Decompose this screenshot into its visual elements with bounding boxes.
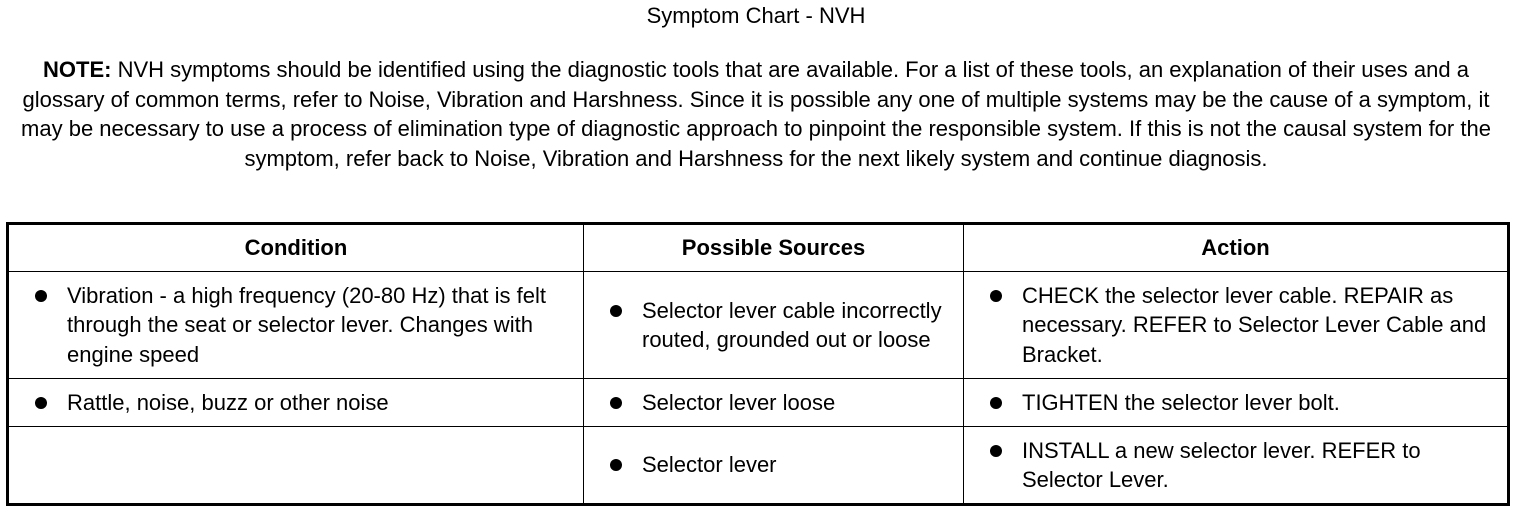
bullet-icon: [990, 290, 1002, 302]
condition-cell: [8, 379, 584, 427]
page-title: Symptom Chart - NVH: [646, 3, 866, 28]
condition-text: Rattle, noise, buzz or other noise: [67, 389, 389, 415]
action-text: INSTALL a new selector lever. REFER to Selector Lever.: [1022, 437, 1421, 492]
table-row: [8, 272, 1509, 379]
table-row: [8, 427, 1509, 505]
header-action: Action: [964, 224, 1509, 272]
condition-text: Vibration - a high frequency (20-80 Hz) that is felt through the seat or selector lever. Changes with engine speed: [67, 282, 546, 367]
condition-cell-empty: [8, 427, 584, 505]
action-cell: [964, 379, 1509, 427]
note-text: NVH symptoms should be identified using the diagnostic tools that are available. For a list of these tools, an explanation of their uses and a glossary of common terms, refer to Noise, Vibration and Harshness. Since it is possible any one of multiple systems may be the cause of a symptom, it may be necessary to use a process of elimination type of diagnostic approach to pinpoint the responsible system. If this is not the causal system for the symptom, refer back to Noise, Vibration and Harshness for the next likely system and continue diagnosis.: [21, 57, 1491, 171]
action-text: CHECK the selector lever cable. REPAIR as necessary. REFER to Selector Lever Cable and Bracket.: [1022, 282, 1487, 367]
source-text: Selector lever loose: [642, 389, 836, 415]
symptom-table: [6, 222, 1510, 506]
note-label: NOTE:: [43, 57, 112, 82]
bullet-icon: [990, 445, 1002, 457]
bullet-icon: [610, 397, 622, 409]
table-row: [8, 379, 1509, 427]
bullet-icon: [610, 459, 622, 471]
action-cell: [964, 272, 1509, 379]
action-text: TIGHTEN the selector lever bolt.: [1022, 389, 1340, 415]
action-cell: [964, 427, 1509, 505]
source-text: Selector lever cable incorrectly routed, grounded out or loose: [642, 297, 942, 352]
bullet-icon: [35, 397, 47, 409]
bullet-icon: [35, 290, 47, 302]
source-text: Selector lever: [642, 452, 777, 478]
bullet-icon: [990, 397, 1002, 409]
source-cell: [584, 379, 964, 427]
header-condition: Condition: [8, 224, 584, 272]
condition-cell: [8, 272, 584, 379]
source-cell: [584, 272, 964, 379]
bullet-icon: [610, 305, 622, 317]
header-possible-sources: Possible Sources: [584, 224, 964, 272]
note-paragraph: [4, 55, 1508, 173]
table-header-row: [8, 224, 1509, 272]
source-cell: [584, 427, 964, 505]
